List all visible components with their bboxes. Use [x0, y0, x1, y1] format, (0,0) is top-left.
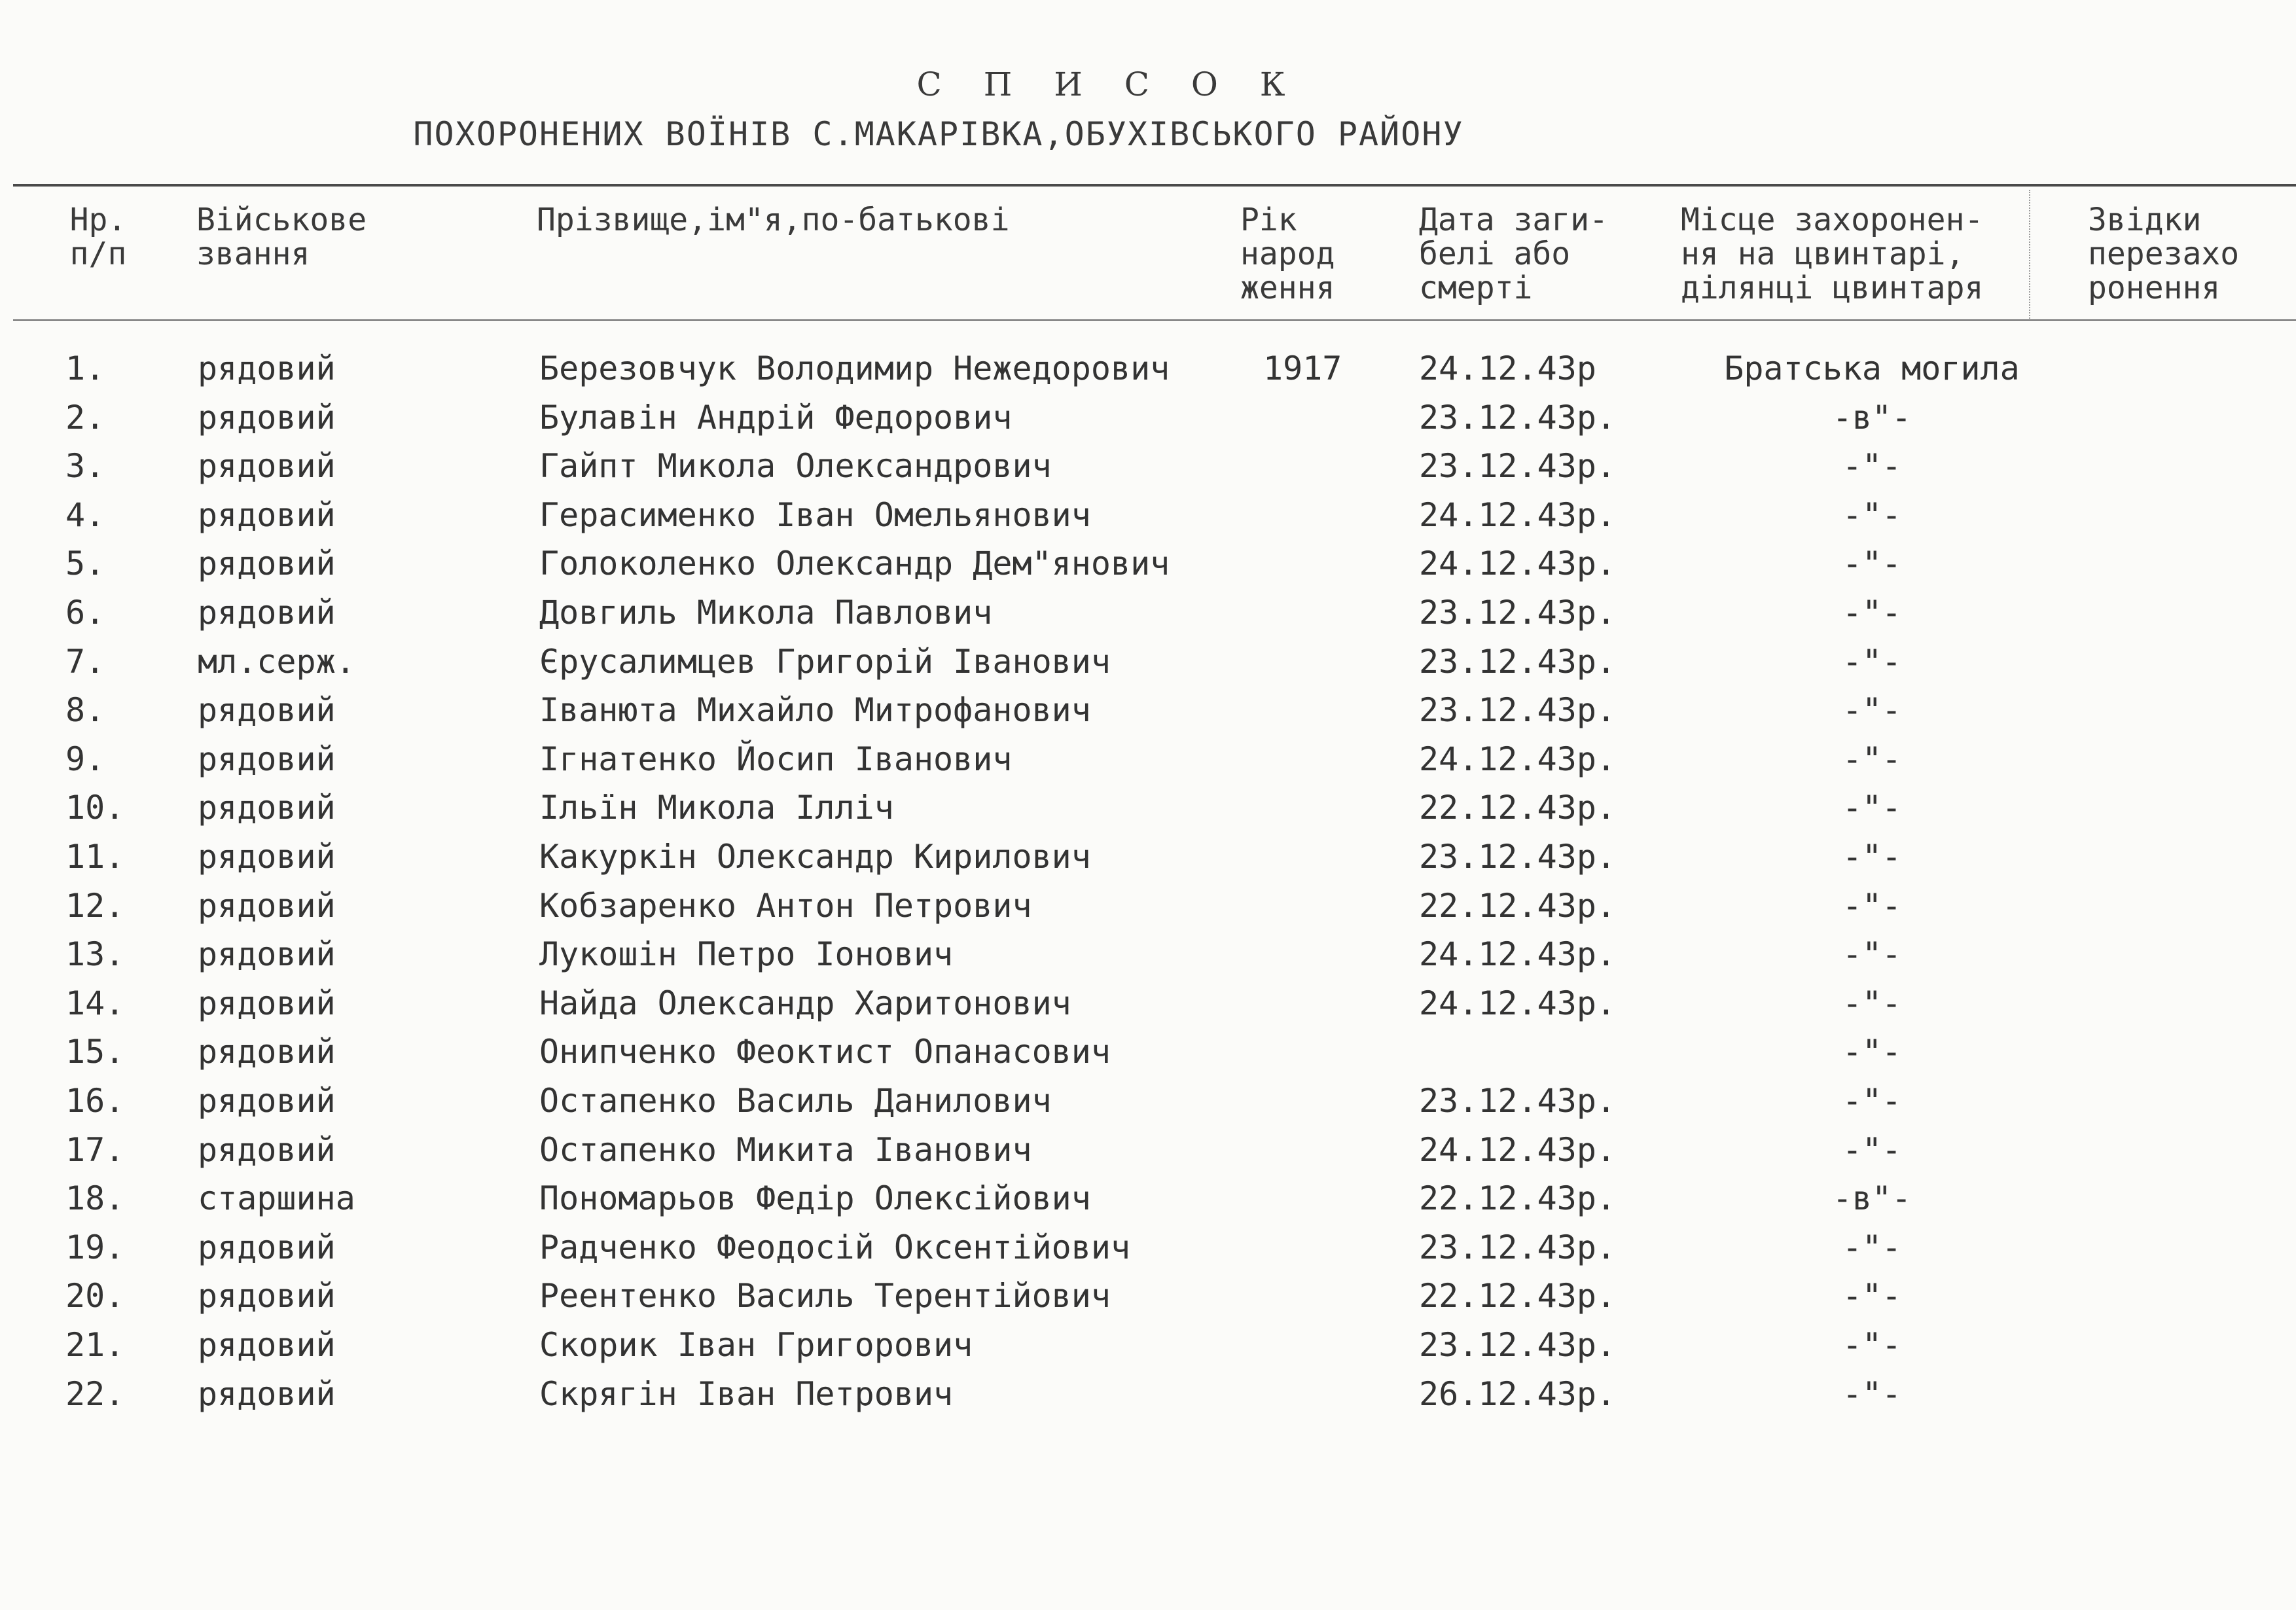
row-rank: рядовий: [198, 1277, 336, 1315]
row-name: Булавін Андрій Федорович: [539, 398, 1013, 437]
row-burial-place: -"-: [1842, 1277, 1902, 1315]
row-name: Скорик Іван Григорович: [539, 1326, 973, 1364]
header-name: Прізвище,ім"я,по-батькові: [537, 202, 1010, 238]
table-row: [0, 882, 2296, 930]
header-date: Дата заги- белі або смерті: [1419, 202, 1608, 306]
row-name: Ільїн Микола Ілліч: [539, 789, 894, 827]
row-rank: рядовий: [198, 398, 336, 437]
table-row: [0, 735, 2296, 783]
row-number: 11.: [65, 838, 125, 876]
row-rank: рядовий: [198, 1130, 336, 1169]
row-name: Гайпт Микола Олександрович: [539, 447, 1052, 486]
row-death-date: 22.12.43р.: [1419, 886, 1617, 925]
header-no: Нр. п/п: [69, 202, 127, 272]
row-death-date: 22.12.43р.: [1419, 1277, 1617, 1315]
row-name: Березовчук Володимир Нежедорович: [539, 349, 1170, 387]
table-row: [0, 1321, 2296, 1369]
row-death-date: 24.12.43р.: [1419, 545, 1617, 583]
row-name: Реентенко Василь Терентійович: [539, 1277, 1111, 1315]
row-name: Найда Олександр Харитонович: [539, 984, 1071, 1022]
row-name: Єрусалимцев Григорій Іванович: [539, 642, 1111, 681]
row-burial-place: -"-: [1842, 545, 1902, 583]
row-number: 14.: [65, 984, 125, 1022]
row-death-date: 22.12.43р.: [1419, 1179, 1617, 1218]
table-row: [0, 1223, 2296, 1272]
table-row: [0, 442, 2296, 490]
row-number: 2.: [65, 398, 105, 437]
document-subtitle: ПОХОРОНЕНИХ ВОЇНІВ С.МАКАРІВКА,ОБУХІВСЬКОГО РАЙОНУ: [413, 115, 1464, 153]
row-burial-place: -"-: [1842, 838, 1902, 876]
header-column-separator: [2029, 190, 2030, 321]
table-row: [0, 491, 2296, 539]
table-row: [0, 1370, 2296, 1418]
table-row: [0, 686, 2296, 734]
row-name: Довгиль Микола Павлович: [539, 594, 993, 632]
table-row: [0, 1126, 2296, 1174]
row-name: Радченко Феодосій Оксентійович: [539, 1228, 1131, 1266]
row-rank: рядовий: [198, 1374, 336, 1413]
row-number: 21.: [65, 1326, 125, 1364]
row-name: Остапенко Василь Данилович: [539, 1082, 1052, 1120]
row-name: Герасименко Іван Омельянович: [539, 495, 1091, 534]
row-death-date: 24.12.43р.: [1419, 1130, 1617, 1169]
row-death-date: 23.12.43р.: [1419, 447, 1617, 486]
row-number: 8.: [65, 691, 105, 730]
row-burial-place: -"-: [1842, 1130, 1902, 1169]
row-rank: рядовий: [198, 789, 336, 827]
row-name: Іванюта Михайло Митрофанович: [539, 691, 1091, 730]
row-name: Пономарьов Федір Олексійович: [539, 1179, 1091, 1218]
row-death-date: 23.12.43р.: [1419, 642, 1617, 681]
row-burial-place: -"-: [1842, 447, 1902, 486]
row-rank: рядовий: [198, 1228, 336, 1266]
row-burial-place: -"-: [1842, 1228, 1902, 1266]
row-number: 3.: [65, 447, 105, 486]
row-number: 6.: [65, 594, 105, 632]
row-number: 10.: [65, 789, 125, 827]
row-name: Онипченко Феоктист Опанасович: [539, 1033, 1111, 1071]
row-burial-place: -"-: [1842, 691, 1902, 730]
table-row: [0, 930, 2296, 978]
row-name: Ігнатенко Йосип Іванович: [539, 740, 1013, 778]
row-death-date: 23.12.43р.: [1419, 1228, 1617, 1266]
header-rank: Військове звання: [196, 202, 367, 272]
row-death-date: 23.12.43р.: [1419, 1082, 1617, 1120]
row-name: Голоколенко Олександр Дем"янович: [539, 545, 1170, 583]
row-rank: рядовий: [198, 838, 336, 876]
row-burial-place: -"-: [1842, 1326, 1902, 1364]
row-name: Кобзаренко Антон Петрович: [539, 886, 1032, 925]
row-number: 7.: [65, 642, 105, 681]
row-rank: рядовий: [198, 495, 336, 534]
table-row: [0, 393, 2296, 442]
row-rank: рядовий: [198, 886, 336, 925]
row-number: 12.: [65, 886, 125, 925]
row-birth-year: 1917: [1263, 349, 1342, 387]
row-death-date: 24.12.43р.: [1419, 935, 1617, 974]
header-from: Звідки перезахо ронення: [2088, 202, 2240, 306]
row-rank: рядовий: [198, 984, 336, 1022]
row-number: 20.: [65, 1277, 125, 1315]
row-number: 9.: [65, 740, 105, 778]
row-death-date: 23.12.43р.: [1419, 594, 1617, 632]
row-death-date: 24.12.43р: [1419, 349, 1596, 387]
row-burial-place: -"-: [1842, 1033, 1902, 1071]
row-rank: рядовий: [198, 740, 336, 778]
row-number: 4.: [65, 495, 105, 534]
row-death-date: 23.12.43р.: [1419, 691, 1617, 730]
row-death-date: 24.12.43р.: [1419, 495, 1617, 534]
row-rank: рядовий: [198, 691, 336, 730]
row-death-date: 22.12.43р.: [1419, 789, 1617, 827]
table-row: [0, 344, 2296, 393]
table-row: [0, 539, 2296, 588]
row-rank: рядовий: [198, 545, 336, 583]
row-number: 18.: [65, 1179, 125, 1218]
table-row: [0, 1174, 2296, 1223]
header-year: Рік народ ження: [1240, 202, 1335, 306]
row-rank: рядовий: [198, 594, 336, 632]
row-rank: рядовий: [198, 349, 336, 387]
row-burial-place: -"-: [1842, 495, 1902, 534]
table-row: [0, 1272, 2296, 1320]
row-name: Какуркін Олександр Кирилович: [539, 838, 1091, 876]
row-burial-place: -в"-: [1832, 1179, 1912, 1218]
table-row: [0, 1077, 2296, 1125]
row-rank: рядовий: [198, 447, 336, 486]
row-burial-place: Братська могила: [1724, 349, 2020, 387]
row-number: 15.: [65, 1033, 125, 1071]
row-burial-place: -"-: [1842, 886, 1902, 925]
row-rank: рядовий: [198, 1082, 336, 1120]
row-burial-place: -"-: [1842, 642, 1902, 681]
row-name: Скрягін Іван Петрович: [539, 1374, 954, 1413]
table-row: [0, 832, 2296, 881]
row-name: Лукошін Петро Іонович: [539, 935, 954, 974]
row-number: 13.: [65, 935, 125, 974]
table-row: [0, 1028, 2296, 1076]
row-number: 1.: [65, 349, 105, 387]
row-burial-place: -"-: [1842, 594, 1902, 632]
row-burial-place: -"-: [1842, 935, 1902, 974]
table-row: [0, 588, 2296, 637]
table-row: [0, 637, 2296, 686]
row-death-date: 26.12.43р.: [1419, 1374, 1617, 1413]
row-burial-place: -"-: [1842, 789, 1902, 827]
row-death-date: 23.12.43р.: [1419, 1326, 1617, 1364]
row-number: 16.: [65, 1082, 125, 1120]
row-burial-place: -"-: [1842, 1082, 1902, 1120]
header-bottom-rule: [13, 319, 2296, 321]
document-title: С П И С О К: [916, 65, 1301, 103]
row-burial-place: -"-: [1842, 740, 1902, 778]
header-place: Місце захоронен- ня на цвинтарі, ділянці цвинтаря: [1681, 202, 1984, 306]
table-row: [0, 783, 2296, 832]
table-row: [0, 979, 2296, 1028]
row-burial-place: -"-: [1842, 1374, 1902, 1413]
row-death-date: 23.12.43р.: [1419, 398, 1617, 437]
row-death-date: 24.12.43р.: [1419, 740, 1617, 778]
row-burial-place: -в"-: [1832, 398, 1912, 437]
row-burial-place: -"-: [1842, 984, 1902, 1022]
row-rank: мл.серж.: [198, 642, 355, 681]
row-death-date: 24.12.43р.: [1419, 984, 1617, 1022]
row-number: 22.: [65, 1374, 125, 1413]
row-number: 5.: [65, 545, 105, 583]
row-rank: старшина: [198, 1179, 355, 1218]
row-rank: рядовий: [198, 935, 336, 974]
row-death-date: 23.12.43р.: [1419, 838, 1617, 876]
row-rank: рядовий: [198, 1326, 336, 1364]
header-top-rule: [13, 184, 2296, 187]
row-name: Остапенко Микита Іванович: [539, 1130, 1032, 1169]
row-number: 17.: [65, 1130, 125, 1169]
row-rank: рядовий: [198, 1033, 336, 1071]
row-number: 19.: [65, 1228, 125, 1266]
